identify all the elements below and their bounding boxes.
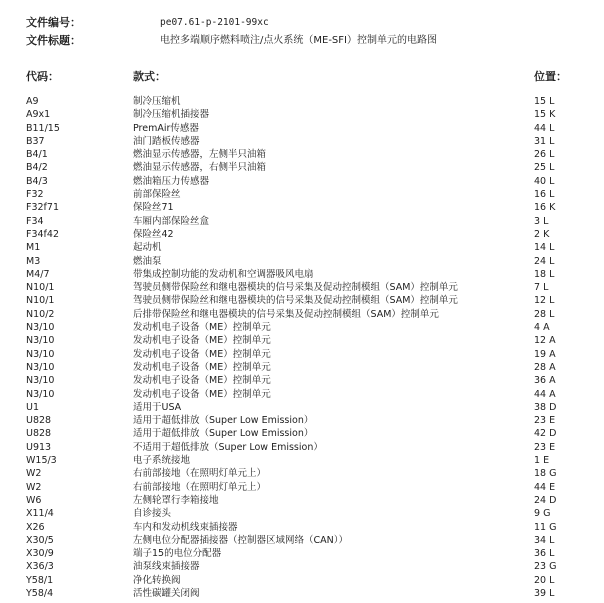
row-description: 发动机电子设备（ME）控制单元 bbox=[133, 322, 271, 334]
row-position: 23 G bbox=[534, 561, 557, 573]
table-row bbox=[0, 454, 604, 467]
row-description: 右前部接地（在照明灯单元上） bbox=[133, 468, 267, 480]
row-code: U1 bbox=[26, 401, 39, 413]
row-description: 发动机电子设备（ME）控制单元 bbox=[133, 361, 271, 373]
row-code: X30/9 bbox=[26, 548, 54, 560]
row-position: 3 L bbox=[534, 215, 549, 227]
row-code: W2 bbox=[26, 468, 42, 480]
row-code: N3/10 bbox=[26, 322, 55, 334]
component-table bbox=[0, 95, 604, 600]
row-position: 11 G bbox=[534, 521, 557, 533]
row-code: N10/1 bbox=[26, 295, 55, 307]
table-row bbox=[0, 108, 604, 121]
row-code: F34 bbox=[26, 215, 44, 227]
row-description: 保险丝71 bbox=[133, 202, 174, 214]
doc-number-label: 文件编号： bbox=[26, 16, 81, 29]
table-row bbox=[0, 215, 604, 228]
table-row bbox=[0, 587, 604, 600]
row-description: 驾驶员侧带保险丝和继电器模块的信号采集及促动控制模组（SAM）控制单元 bbox=[133, 282, 458, 294]
row-code: N3/10 bbox=[26, 388, 55, 400]
row-code: N3/10 bbox=[26, 375, 55, 387]
row-description: 电子系统接地 bbox=[133, 455, 191, 467]
table-row bbox=[0, 241, 604, 254]
table-row bbox=[0, 175, 604, 188]
row-code: B37 bbox=[26, 135, 45, 147]
row-code: M4/7 bbox=[26, 268, 50, 280]
row-position: 28 A bbox=[534, 361, 556, 373]
row-position: 42 D bbox=[534, 428, 557, 440]
row-code: B11/15 bbox=[26, 122, 60, 134]
table-row bbox=[0, 308, 604, 321]
table-row bbox=[0, 228, 604, 241]
row-position: 1 E bbox=[534, 455, 550, 467]
table-row bbox=[0, 547, 604, 560]
row-description: 自诊接头 bbox=[133, 508, 172, 520]
row-position: 44 L bbox=[534, 122, 555, 134]
table-row bbox=[0, 374, 604, 387]
table-row bbox=[0, 294, 604, 307]
row-code: W15/3 bbox=[26, 455, 57, 467]
row-code: X26 bbox=[26, 521, 45, 533]
row-position: 12 A bbox=[534, 335, 556, 347]
row-position: 36 L bbox=[534, 548, 555, 560]
table-row bbox=[0, 467, 604, 480]
row-description: PremAir传感器 bbox=[133, 122, 199, 134]
row-description: 发动机电子设备（ME）控制单元 bbox=[133, 388, 271, 400]
table-row bbox=[0, 135, 604, 148]
row-position: 44 A bbox=[534, 388, 556, 400]
table-row bbox=[0, 574, 604, 587]
row-position: 23 E bbox=[534, 441, 556, 453]
row-position: 39 L bbox=[534, 587, 555, 599]
row-code: W2 bbox=[26, 481, 42, 493]
row-code: N10/1 bbox=[26, 282, 55, 294]
row-position: 18 L bbox=[534, 268, 555, 280]
row-code: B4/3 bbox=[26, 175, 48, 187]
row-description: 制冷压缩机 bbox=[133, 96, 181, 107]
table-row bbox=[0, 494, 604, 507]
table-row bbox=[0, 348, 604, 361]
row-code: X30/5 bbox=[26, 534, 54, 546]
column-header-pos: 位置： bbox=[534, 70, 567, 83]
row-description: 驾驶员侧带保险丝和继电器模块的信号采集及促动控制模组（SAM）控制单元 bbox=[133, 295, 458, 307]
column-header-desc: 款式： bbox=[133, 70, 166, 83]
row-position: 25 L bbox=[534, 162, 555, 174]
row-code: U913 bbox=[26, 441, 52, 453]
row-position: 34 L bbox=[534, 534, 555, 546]
row-description: 车内和发动机线束插接器 bbox=[133, 521, 238, 533]
row-description: 左侧电位分配器插接器（控制器区域网络（CAN）） bbox=[133, 534, 348, 546]
table-row bbox=[0, 188, 604, 201]
row-position: 44 E bbox=[534, 481, 556, 493]
table-row bbox=[0, 321, 604, 334]
row-description: 活性碳罐关闭阀 bbox=[133, 587, 200, 599]
table-row bbox=[0, 388, 604, 401]
row-code: Y58/1 bbox=[26, 574, 54, 586]
row-code: W6 bbox=[26, 494, 42, 506]
row-position: 24 D bbox=[534, 494, 557, 506]
row-position: 23 E bbox=[534, 415, 556, 427]
row-position: 16 K bbox=[534, 202, 556, 214]
row-description: 适用于超低排放（Super Low Emission） bbox=[133, 428, 314, 440]
row-code: F32 bbox=[26, 189, 44, 201]
table-row bbox=[0, 481, 604, 494]
row-code: B4/1 bbox=[26, 149, 48, 161]
row-description: 起动机 bbox=[133, 242, 162, 254]
row-position: 14 L bbox=[534, 242, 555, 254]
table-row bbox=[0, 534, 604, 547]
row-position: 36 A bbox=[534, 375, 556, 387]
row-position: 26 L bbox=[534, 149, 555, 161]
table-row bbox=[0, 281, 604, 294]
row-description: 右前部接地（在照明灯单元上） bbox=[133, 481, 267, 493]
doc-number-value bbox=[160, 16, 269, 29]
row-description: 发动机电子设备（ME）控制单元 bbox=[133, 335, 271, 347]
table-row bbox=[0, 521, 604, 534]
table-row bbox=[0, 334, 604, 347]
row-position: 9 G bbox=[534, 508, 551, 520]
row-position: 16 L bbox=[534, 189, 555, 201]
row-position: 15 K bbox=[534, 109, 556, 121]
row-code: A9 bbox=[26, 96, 39, 107]
row-description: 左侧轮罩行李箱接地 bbox=[133, 494, 219, 506]
row-position: 40 L bbox=[534, 175, 555, 187]
row-description: 发动机电子设备（ME）控制单元 bbox=[133, 375, 271, 387]
table-row bbox=[0, 268, 604, 281]
row-description: 燃油显示传感器，左侧半只油箱 bbox=[133, 149, 267, 161]
row-code: Y58/4 bbox=[26, 587, 54, 599]
row-code: F32f71 bbox=[26, 202, 59, 214]
row-code: A9x1 bbox=[26, 109, 51, 121]
row-description: 带集成控制功能的发动机和空调器吸风电扇 bbox=[133, 268, 314, 280]
row-code: U828 bbox=[26, 415, 52, 427]
table-row bbox=[0, 401, 604, 414]
row-code: X36/3 bbox=[26, 561, 54, 573]
row-description: 不适用于超低排放（Super Low Emission） bbox=[133, 441, 323, 453]
table-row bbox=[0, 161, 604, 174]
row-position: 15 L bbox=[534, 96, 555, 107]
row-position: 38 D bbox=[534, 401, 557, 413]
table-row bbox=[0, 122, 604, 135]
doc-title-value: 电控多端顺序燃料喷注/点火系统（ME-SFI）控制单元的电路图 bbox=[160, 35, 437, 46]
row-description: 保险丝42 bbox=[133, 228, 174, 240]
row-position: 24 L bbox=[534, 255, 555, 267]
row-position: 18 G bbox=[534, 468, 557, 480]
row-description: 后排带保险丝和继电器模块的信号采集及促动控制模组（SAM）控制单元 bbox=[133, 308, 439, 320]
table-row bbox=[0, 201, 604, 214]
row-code: M3 bbox=[26, 255, 41, 267]
row-code: M1 bbox=[26, 242, 41, 254]
table-row bbox=[0, 441, 604, 454]
row-description: 前部保险丝 bbox=[133, 189, 181, 201]
row-description: 燃油显示传感器，右侧半只油箱 bbox=[133, 162, 267, 174]
row-position: 7 L bbox=[534, 282, 549, 294]
table-row bbox=[0, 361, 604, 374]
row-position: 31 L bbox=[534, 135, 555, 147]
row-description: 油泵线束插接器 bbox=[133, 561, 200, 573]
row-code: X11/4 bbox=[26, 508, 54, 520]
row-description: 油门踏板传感器 bbox=[133, 135, 200, 147]
row-position: 20 L bbox=[534, 574, 555, 586]
doc-title-label: 文件标题： bbox=[26, 34, 81, 47]
table-row bbox=[0, 560, 604, 573]
row-position: 12 L bbox=[534, 295, 555, 307]
row-description: 端子15的电位分配器 bbox=[133, 548, 222, 560]
row-description: 燃油箱压力传感器 bbox=[133, 175, 210, 187]
table-row bbox=[0, 414, 604, 427]
row-code: N3/10 bbox=[26, 348, 55, 360]
table-row bbox=[0, 95, 604, 108]
row-code: N3/10 bbox=[26, 335, 55, 347]
table-row bbox=[0, 255, 604, 268]
row-description: 适用于USA bbox=[133, 401, 182, 413]
table-row bbox=[0, 507, 604, 520]
row-position: 19 A bbox=[534, 348, 556, 360]
column-header-code: 代码： bbox=[26, 70, 59, 83]
row-code: N10/2 bbox=[26, 308, 55, 320]
row-code: B4/2 bbox=[26, 162, 48, 174]
doc-number-text: pe07.61-p-2101-99xc bbox=[160, 17, 269, 28]
table-row bbox=[0, 427, 604, 440]
row-code: N3/10 bbox=[26, 361, 55, 373]
row-code: U828 bbox=[26, 428, 52, 440]
row-description: 制冷压缩机插接器 bbox=[133, 109, 210, 121]
row-description: 燃油泵 bbox=[133, 255, 162, 267]
row-position: 2 K bbox=[534, 228, 550, 240]
row-description: 车厢内部保险丝盒 bbox=[133, 215, 210, 227]
row-description: 净化转换阀 bbox=[133, 574, 181, 586]
row-position: 4 A bbox=[534, 322, 550, 334]
row-code: F34f42 bbox=[26, 228, 59, 240]
row-position: 28 L bbox=[534, 308, 555, 320]
row-description: 发动机电子设备（ME）控制单元 bbox=[133, 348, 271, 360]
table-row bbox=[0, 148, 604, 161]
row-description: 适用于超低排放（Super Low Emission） bbox=[133, 415, 314, 427]
